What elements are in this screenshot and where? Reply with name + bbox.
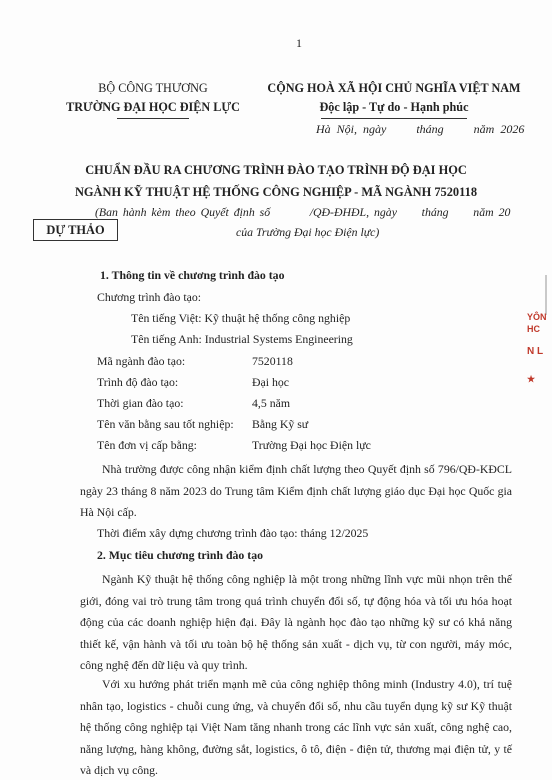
document-title-line1: CHUẨN ĐẦU RA CHƯƠNG TRÌNH ĐÀO TẠO TRÌNH ĐỘ ĐẠI HỌC (85, 163, 467, 177)
build-time: Thời điểm xây dựng chương trình đào tạo: tháng 12/2025 (97, 526, 369, 540)
seal-text: YÔN (527, 312, 547, 322)
field-label: Mã ngành đào tạo: (97, 354, 186, 368)
objective-paragraph-2 (80, 674, 512, 782)
national-motto: Độc lập - Tự do - Hạnh phúc (319, 100, 469, 114)
program-label: Chương trình đào tạo: (97, 290, 202, 304)
ministry-name: BỘ CÔNG THƯƠNG (98, 81, 208, 95)
program-name-en: Tên tiếng Anh: Industrial Systems Engineering (131, 332, 353, 346)
decision-issuer: của Trường Đại học Điện lực) (236, 225, 380, 239)
date-line: Hà Nội, ngày tháng năm 2026 (316, 122, 525, 136)
objective-text-1: Ngành Kỹ thuật hệ thống công nghiệp là một trong những lĩnh vực mũi nhọn trên thế giới, đóng vai trò trung tâm trong quá trình chuyển đổi số, tự động hóa và tối ưu hóa hoạt động của các doanh nghiệp hiện đại. Đây là ngành học đào tạo những kỹ sư có khả năng thiết kế, vận hành và tối ưu toàn bộ hệ thống sản xuất - dịch vụ, từ con người, máy móc, công nghệ đến dữ liệu và quy trình. (80, 572, 512, 672)
field-label: Tên văn bằng sau tốt nghiệp: (97, 417, 234, 431)
national-header (255, 79, 533, 119)
section1-heading: 1. Thông tin về chương trình đào tạo (100, 268, 285, 282)
document-title-line2: NGÀNH KỸ THUẬT HỆ THỐNG CÔNG NGHIỆP - MÃ NGÀNH 7520118 (74, 185, 478, 199)
section2-heading: 2. Mục tiêu chương trình đào tạo (97, 548, 263, 562)
field-value: Đại học (252, 375, 290, 389)
seal-star-icon: ★ (527, 374, 536, 384)
field-label: Tên đơn vị cấp bằng: (97, 438, 197, 452)
decision-reference: (Ban hành kèm theo Quyết định số /QĐ-ĐHĐL, ngày tháng năm 20 (95, 205, 511, 219)
field-label: Trình độ đào tạo: (97, 375, 179, 389)
accreditation-paragraph (80, 459, 512, 524)
margin-seal-fragment (527, 312, 552, 407)
issuer-block (58, 79, 248, 119)
issuer-underline (117, 118, 189, 119)
seal-text: N L (527, 346, 544, 357)
field-value: Trường Đại học Điện lực (252, 438, 371, 452)
country-name: CỘNG HOÀ XÃ HỘI CHỦ NGHĨA VIỆT NAM (267, 81, 521, 95)
objective-text-2: Với xu hướng phát triển mạnh mẽ của công nghiệp thông minh (Industry 4.0), trí tuệ nhân tạo, logistics - chuỗi cung ứng, và chuyển đổi số, nhu cầu tuyển dụng kỹ sư Kỹ thuật hệ thống công nghiệp tại Việt Nam tăng nhanh trong các lĩnh vực sản xuất, công nghệ cao, năng lượng, hàng không, đường sắt, logistics, ô tô, điện - điện tử, thương mại điện tử, y tế và dịch vụ công. (80, 677, 512, 777)
motto-underline (321, 118, 467, 119)
page-number: 1 (296, 36, 302, 50)
field-value: 7520118 (252, 354, 293, 368)
seal-text: HC (527, 324, 540, 334)
binding-edge-mark (545, 275, 547, 315)
field-value: Bằng Kỹ sư (252, 417, 309, 431)
field-value: 4,5 năm (252, 396, 291, 410)
field-label: Thời gian đào tạo: (97, 396, 184, 410)
program-name-vn: Tên tiếng Việt: Kỹ thuật hệ thống công nghiệp (131, 311, 351, 325)
university-name: TRƯỜNG ĐẠI HỌC ĐIỆN LỰC (66, 100, 240, 114)
draft-stamp: DỰ THẢO (33, 219, 118, 241)
objective-paragraph-1 (80, 569, 512, 677)
accreditation-text: Nhà trường được công nhận kiểm định chất lượng theo Quyết định số 796/QĐ-KĐCL ngày 23 tháng 8 năm 2023 do Trung tâm Kiểm định chất lượng giáo dục Đại học Quốc gia Hà Nội cấp. (80, 462, 512, 519)
